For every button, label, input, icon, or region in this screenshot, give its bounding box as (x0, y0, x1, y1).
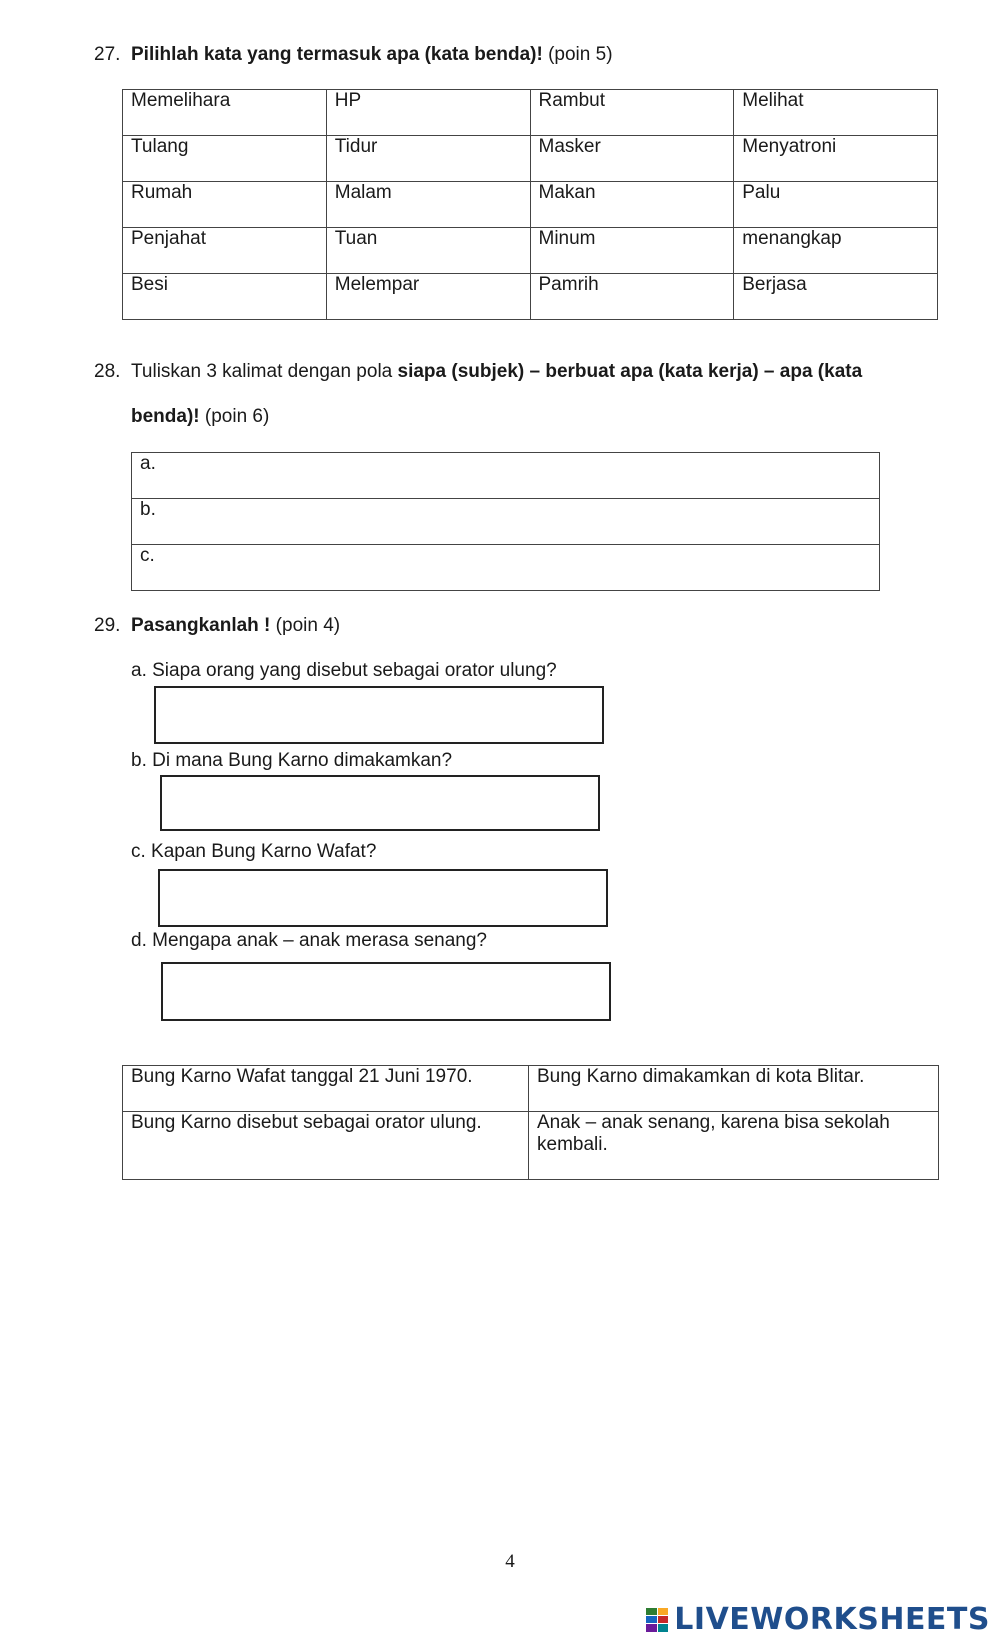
q27-prompt (131, 44, 613, 66)
q29-number: 29. (94, 615, 121, 636)
q29-question-d: d. Mengapa anak – anak merasa senang? (131, 930, 487, 951)
q29-points: (poin 4) (275, 615, 341, 636)
q27-prompt-bold: Pilihlah kata yang termasuk apa (kata benda)! (131, 44, 543, 65)
q28-prompt-line1 (131, 361, 862, 383)
word-cell[interactable]: Menyatroni (734, 136, 938, 182)
q29-answer-box-c[interactable] (158, 869, 608, 927)
word-cell[interactable]: Minum (530, 228, 734, 274)
answer-line-c[interactable]: c. (132, 545, 880, 591)
table-row (132, 453, 880, 499)
q29-prompt-bold: Pasangkanlah ! (131, 615, 271, 636)
q28-points: (poin 6) (204, 406, 270, 427)
word-cell[interactable]: Masker (530, 136, 734, 182)
word-cell[interactable]: HP (326, 90, 530, 136)
word-cell[interactable]: Penjahat (123, 228, 327, 274)
table-row (123, 274, 938, 320)
option-cell[interactable]: Bung Karno Wafat tanggal 21 Juni 1970. (123, 1066, 529, 1112)
word-cell[interactable]: menangkap (734, 228, 938, 274)
q27-points: (poin 5) (548, 44, 613, 65)
q29-answer-box-d[interactable] (161, 962, 611, 1021)
table-row (123, 1066, 939, 1112)
q28-prompt-bold-2: benda)! (131, 406, 200, 427)
word-cell[interactable]: Tulang (123, 136, 327, 182)
table-row (123, 136, 938, 182)
option-cell[interactable]: Anak – anak senang, karena bisa sekolah kembali. (529, 1112, 939, 1180)
brand-name: LIVEWORKSHEETS (674, 1602, 990, 1637)
answer-line-b[interactable]: b. (132, 499, 880, 545)
word-cell[interactable]: Pamrih (530, 274, 734, 320)
word-cell[interactable]: Rumah (123, 182, 327, 228)
table-row (123, 228, 938, 274)
q29-question-a: a. Siapa orang yang disebut sebagai orator ulung? (131, 660, 557, 681)
q28-number: 28. (94, 361, 121, 382)
word-cell[interactable]: Tuan (326, 228, 530, 274)
q28-answer-table (131, 452, 880, 591)
word-cell[interactable]: Berjasa (734, 274, 938, 320)
word-cell[interactable]: Makan (530, 182, 734, 228)
word-cell[interactable]: Melihat (734, 90, 938, 136)
option-cell[interactable]: Bung Karno dimakamkan di kota Blitar. (529, 1066, 939, 1112)
word-cell[interactable]: Palu (734, 182, 938, 228)
q29-question-c: c. Kapan Bung Karno Wafat? (131, 841, 377, 862)
answer-line-a[interactable]: a. (132, 453, 880, 499)
liveworksheets-brand (646, 1602, 990, 1637)
word-cell[interactable]: Besi (123, 274, 327, 320)
q27-number: 27. (94, 44, 121, 65)
table-row (123, 182, 938, 228)
q27-word-table (122, 89, 938, 320)
q29-answer-box-a[interactable] (154, 686, 604, 744)
word-cell[interactable]: Memelihara (123, 90, 327, 136)
q29-options-table (122, 1065, 939, 1180)
q29-answer-box-b[interactable] (160, 775, 600, 831)
word-cell[interactable]: Malam (326, 182, 530, 228)
table-row (132, 499, 880, 545)
table-row (132, 545, 880, 591)
table-row (123, 90, 938, 136)
word-cell[interactable]: Melempar (326, 274, 530, 320)
q29-question-b: b. Di mana Bung Karno dimakamkan? (131, 750, 453, 771)
q28-prompt-line2 (131, 406, 269, 428)
word-cell[interactable]: Tidur (326, 136, 530, 182)
word-cell[interactable]: Rambut (530, 90, 734, 136)
liveworksheets-logo-icon (646, 1608, 668, 1632)
q28-prompt-plain: Tuliskan 3 kalimat dengan pola (131, 361, 393, 382)
table-row (123, 1112, 939, 1180)
q29-prompt (131, 615, 340, 637)
option-cell[interactable]: Bung Karno disebut sebagai orator ulung. (123, 1112, 529, 1180)
page-number: 4 (505, 1551, 515, 1572)
q28-prompt-bold: siapa (subjek) – berbuat apa (kata kerja) – apa (kata (397, 361, 863, 382)
